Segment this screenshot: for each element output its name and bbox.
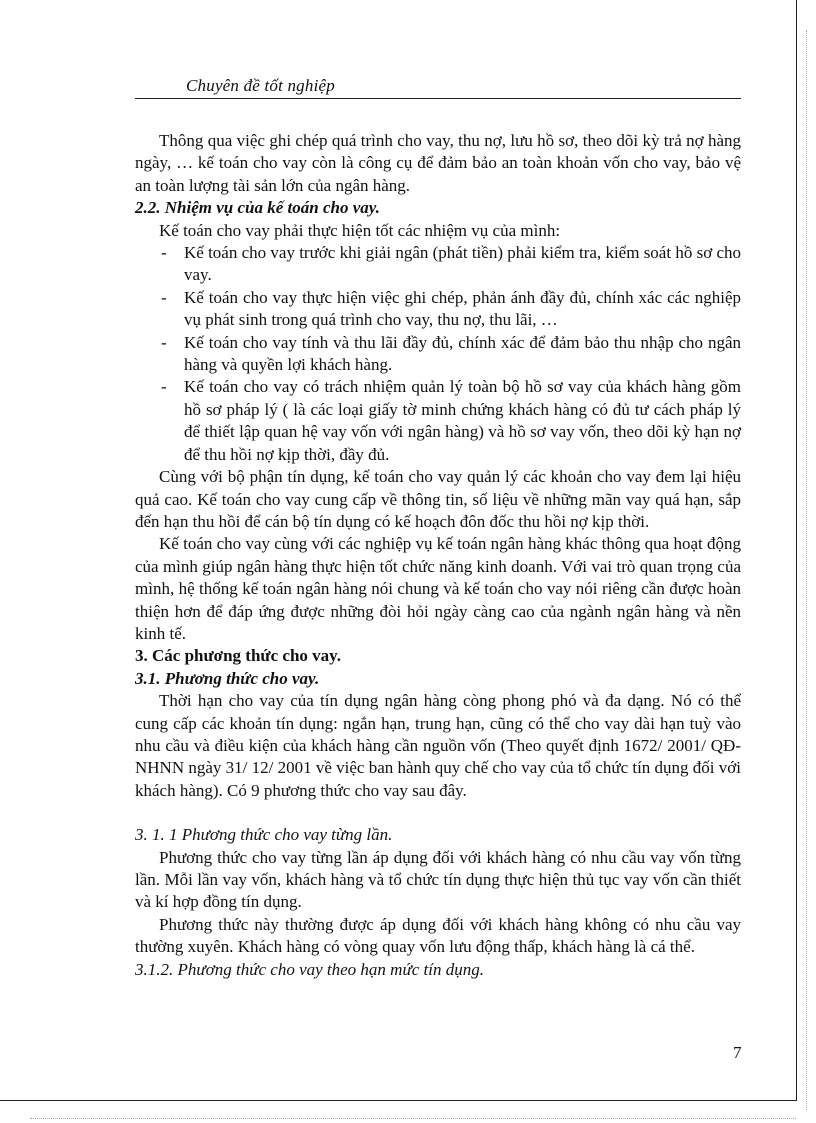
header-rule [135,98,741,99]
section-heading-3: 3. Các phương thức cho vay. [135,646,341,666]
paragraph: Thông qua việc ghi chép quá trình cho vay, thu nợ, lưu hồ sơ, theo dõi kỳ trả nợ hàng ngày, … kế toán cho vay còn là công cụ để đảm bảo an toàn khoản vốn cho vay, bảo vệ an toàn lượng tài sản lớn của ngân hàng. [135,131,741,195]
paragraph: Kế toán cho vay cùng với các nghiệp vụ kế toán ngân hàng khác thông qua hoạt động của mình giúp ngân hàng thực hiện tốt chức năng kinh doanh. Với vai trò quan trọng của mình, hệ thống kế toán ngân hàng nói chung và kế toán cho vay nói riêng cần được hoàn thiện hơn để đáp ứng được những đòi hỏi ngày càng cao của ngành ngân hàng và nền kinh tế. [135,534,741,643]
paragraph: Kế toán cho vay phải thực hiện tốt các nhiệm vụ của mình: [159,220,561,240]
paragraph: Phương thức cho vay từng lần áp dụng đối với khách hàng có nhu cầu vay vốn từng lần. Mỗi lần vay vốn, khách hàng và tổ chức tín dụng thực hiện thủ tục vay vốn cần thiết và kí hợp đồng tín dụng. [135,847,741,912]
section-heading-3-1-1: 3. 1. 1 Phương thức cho vay từng lần. [135,825,393,845]
dash-bullet: - [161,243,167,263]
document-body [135,130,741,981]
right-dotted-edge [806,30,807,1110]
section-heading-3-1: 3.1. Phương thức cho vay. [135,668,320,688]
dash-bullet: - [161,287,167,307]
bottom-dotted-edge [30,1118,796,1119]
dash-bullet: - [161,377,167,397]
paragraph: Phương thức này thường được áp dụng đối với khách hàng không có nhu cầu vay thường xuyên. Khách hàng có vòng quay vốn lưu động thấp, khách hàng là cá thể. [135,914,741,957]
list-item: - Kế toán cho vay có trách nhiệm quản lý toàn bộ hồ sơ vay của khách hàng gồm hồ sơ pháp lý ( là các loại giấy tờ minh chứng khách hàng có đủ tư cách pháp lý để thiết lập quan hệ vay vốn với ngân hàng) và hồ sơ vay vốn, theo dõi kỳ hạn nợ để thu hồi nợ kịp thời, đầy đủ. [161,377,741,464]
list-item: - Kế toán cho vay thực hiện việc ghi chép, phản ánh đầy đủ, chính xác các nghiệp vụ phát sinh trong quá trình cho vay, thu nợ, thu lãi, … [161,287,741,330]
spacer [135,802,741,824]
section-heading-2-2: 2.2. Nhiệm vụ của kế toán cho vay. [135,198,380,218]
paragraph: Thời hạn cho vay của tín dụng ngân hàng còng phong phó và đa dạng. Nó có thể cung cấp các khoản tín dụng: ngắn hạn, trung hạn, cũng có thể cho vay dài hạn tuỳ vào nhu cầu và điều kiện của khách hàng cần nguồn vốn (Theo quyết định 1672/ 2001/ QĐ-NHNN ngày 31/ 12/ 2001 về việc ban hành quy chế cho vay của tổ chức tín dụng đối với khách hàng). Có 9 phương thức cho vay sau đây. [135,691,741,800]
list-item: - Kế toán cho vay tính và thu lãi đầy đủ, chính xác để đảm bảo thu nhập cho ngân hàng và quyền lợi khách hàng. [161,332,741,375]
page-number: 7 [733,1043,742,1062]
duties-list [135,242,741,466]
running-header: Chuyên đề tốt nghiệp [186,76,335,95]
paragraph: Cùng với bộ phận tín dụng, kế toán cho vay quản lý các khoản cho vay đem lại hiệu quả cao. Kế toán cho vay cung cấp về thông tin, số liệu về những mãn vay quá hạn, sắp đến hạn thu hồi để cán bộ tín dụng có kế hoạch đôn đốc thu hồi nợ kịp thời. [135,467,741,531]
list-item: - Kế toán cho vay trước khi giải ngân (phát tiền) phải kiểm tra, kiểm soát hồ sơ cho vay. [161,243,741,285]
dash-bullet: - [161,332,167,352]
section-heading-3-1-2: 3.1.2. Phương thức cho vay theo hạn mức tín dụng. [135,959,484,979]
